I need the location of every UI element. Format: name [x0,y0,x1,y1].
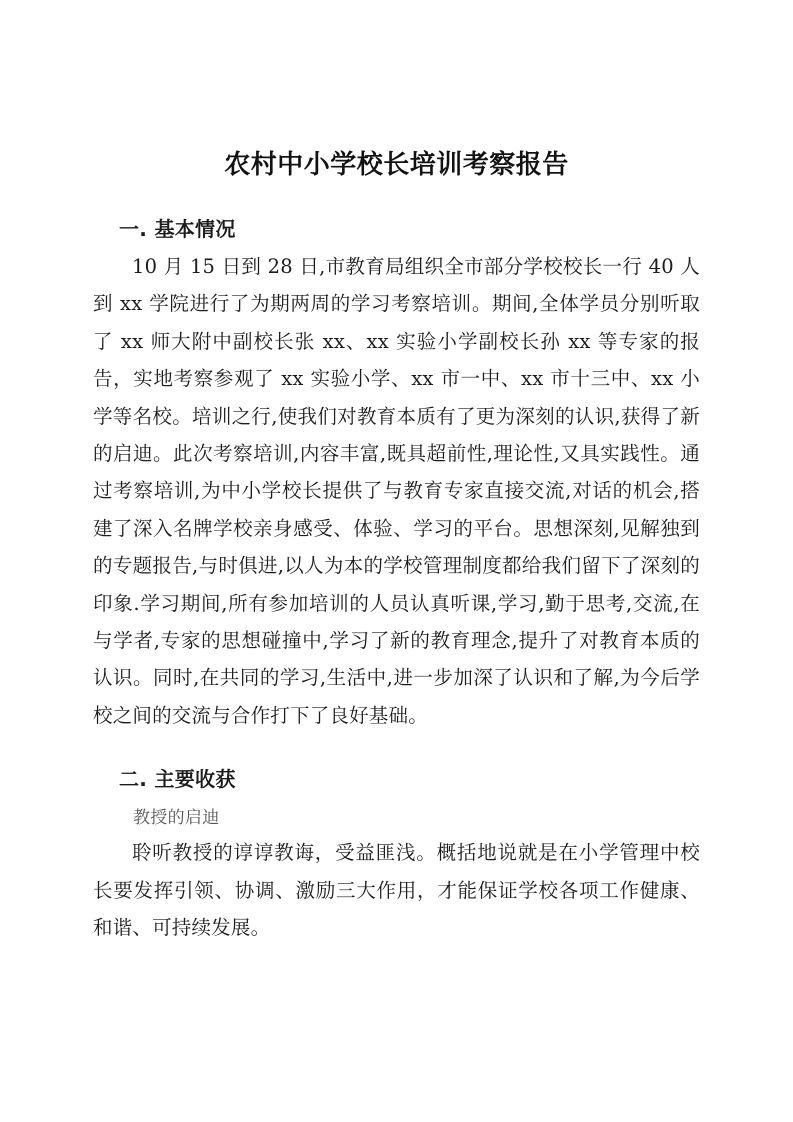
section-heading-basic-situation: 一. 基本情况 [119,217,236,241]
section-heading-main-gains: 二. 主要收获 [119,767,236,792]
section-paragraph-basic-situation: 10 月 15 日到 28 日,市教育局组织全市部分学校校长一行 40 人到 xx 学院进行了为期两周的学习考察培训。期间,全体学员分别听取了 xx 师大附中副校长张 xx、xx 实验小学副校长孙 xx 等专家的报告，实地考察参观了 xx 实验小学、xx 市一中、xx 市十三中、xx 小学等名校。培训之行,使我们对教育本质有了更为深刻的认识,获得了新的启迪。此次考察培训,内容丰富,既具超前性,理论性,又具实践性。通过考察培训,为中小学校长提供了与教育专家直接交流,对话的机会,搭建了深入名牌学校亲身感受、体验、学习的平台。思想深刻,见解独到的专题报告,与时俱进,以人为本的学校管理制度都给我们留下了深刻的印象.学习期间,所有参加培训的人员认真听课,学习,勤于思考,交流,在与学者,专家的思想碰撞中,学习了新的教育理念,提升了对教育本质的认识。同时,在共同的学习,生活中,进一步加深了认识和了解,为今后学校之间的交流与合作打下了良好基础。 [93,255,700,727]
page-title: 农村中小学校长培训考察报告 [224,150,569,180]
section-paragraph-main-gains: 聆听教授的谆谆教诲，受益匪浅。概括地说就是在小学管理中校长要发挥引领、协调、激励三大作用，才能保证学校各项工作健康、和谐、可持续发展。 [93,841,700,940]
subsection-heading-professor-inspiration: 教授的启迪 [133,808,220,829]
